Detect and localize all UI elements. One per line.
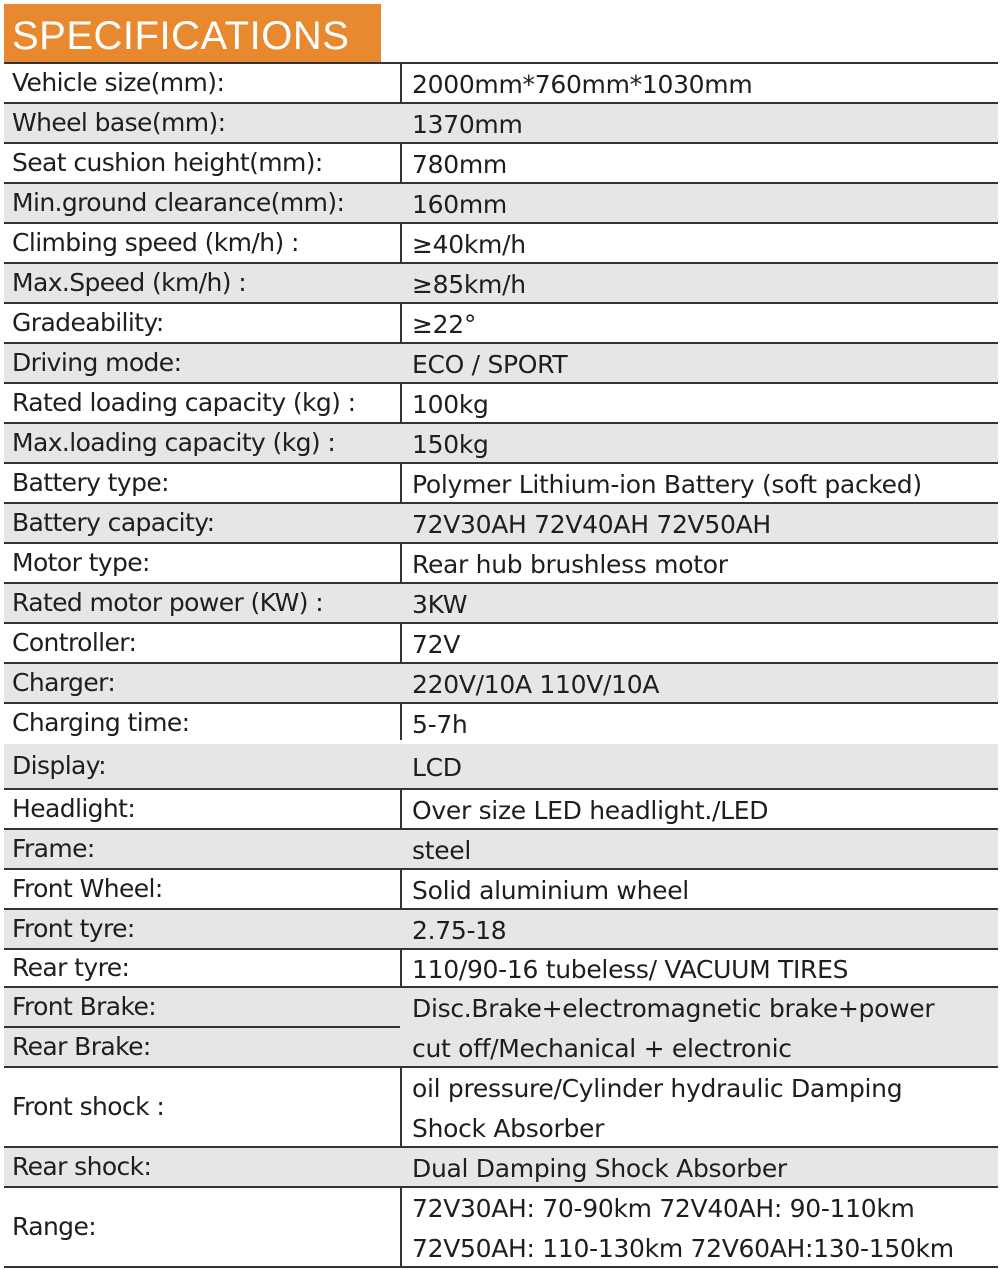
spec-label: Driving mode: — [12, 348, 182, 377]
spec-value: ≥85km/h — [412, 270, 526, 299]
spec-value: Over size LED headlight./LED — [412, 796, 769, 825]
spec-label: Climbing speed (km/h) : — [12, 228, 299, 257]
range-value-line: 72V50AH: 110-130km 72V60AH:130-150km — [412, 1234, 954, 1263]
spec-value: LCD — [412, 753, 462, 782]
spec-row — [4, 624, 998, 664]
spec-value: 780mm — [412, 150, 507, 179]
brake-value-line: cut off/Mechanical + electronic — [412, 1034, 792, 1063]
spec-label: Min.ground clearance(mm): — [12, 188, 345, 217]
spec-row — [4, 544, 998, 584]
spec-value: 5-7h — [412, 710, 468, 739]
spec-row — [4, 664, 998, 704]
spec-row — [4, 264, 998, 304]
spec-row — [4, 224, 998, 264]
brake-value-line: Disc.Brake+electromagnetic brake+power — [412, 994, 935, 1023]
spec-row — [4, 504, 998, 544]
spec-value: ≥22° — [412, 310, 477, 339]
spec-row — [4, 144, 998, 184]
spec-row — [4, 744, 998, 790]
front-shock-value-line: oil pressure/Cylinder hydraulic Damping — [412, 1074, 903, 1103]
spec-label: Battery capacity: — [12, 508, 215, 537]
spec-label: Rated loading capacity (kg) : — [12, 388, 356, 417]
spec-label: Seat cushion height(mm): — [12, 148, 323, 177]
spec-label: Front Wheel: — [12, 874, 163, 903]
spec-value: 1370mm — [412, 110, 523, 139]
spec-row — [4, 950, 998, 988]
spec-value: 160mm — [412, 190, 507, 219]
spec-label: Controller: — [12, 628, 137, 657]
spec-row — [4, 64, 998, 104]
spec-row — [4, 1068, 998, 1148]
spec-label: Battery type: — [12, 468, 169, 497]
spec-row — [4, 910, 998, 950]
brake-value — [412, 988, 998, 1066]
spec-value: 110/90-16 tubeless/ VACUUM TIRES — [412, 955, 849, 984]
spec-value: 100kg — [412, 390, 489, 419]
spec-row — [4, 830, 998, 870]
range-value-line: 72V30AH: 70-90km 72V40AH: 90-110km — [412, 1194, 915, 1223]
spec-label: Wheel base(mm): — [12, 108, 226, 137]
spec-row — [4, 104, 998, 144]
spec-value: Solid aluminium wheel — [412, 876, 689, 905]
spec-label: Front tyre: — [12, 914, 135, 943]
spec-label: Vehicle size(mm): — [12, 68, 225, 97]
spec-label: Display: — [12, 751, 106, 780]
spec-row — [4, 384, 998, 424]
spec-label: Motor type: — [12, 548, 150, 577]
spec-row — [4, 344, 998, 384]
spec-row — [4, 1188, 998, 1268]
spec-value: 220V/10A 110V/10A — [412, 670, 660, 699]
spec-label: Front shock : — [12, 1092, 165, 1121]
brake-row — [4, 988, 998, 1068]
spec-label: Gradeability: — [12, 308, 164, 337]
spec-label: Max.loading capacity (kg) : — [12, 428, 336, 457]
spec-label: Range: — [12, 1212, 97, 1241]
spec-value: Polymer Lithium-ion Battery (soft packed) — [412, 470, 922, 499]
spec-row — [4, 304, 998, 344]
spec-value: 150kg — [412, 430, 489, 459]
spec-value: 72V30AH 72V40AH 72V50AH — [412, 510, 771, 539]
spec-label: Max.Speed (km/h) : — [12, 268, 247, 297]
spec-label: Rear shock: — [12, 1152, 152, 1181]
spec-value: Dual Damping Shock Absorber — [412, 1154, 787, 1183]
spec-value — [412, 1188, 998, 1266]
spec-row — [4, 584, 998, 624]
front-brake-label: Front Brake: — [12, 992, 157, 1021]
page-title: SPECIFICATIONS — [4, 4, 381, 62]
spec-value: 2.75-18 — [412, 916, 507, 945]
spec-value: Rear hub brushless motor — [412, 550, 728, 579]
spec-row — [4, 184, 998, 224]
spec-row — [4, 464, 998, 504]
spec-row — [4, 1148, 998, 1188]
spec-label: Charging time: — [12, 708, 190, 737]
spec-row — [4, 704, 998, 742]
spec-label: Frame: — [12, 834, 95, 863]
spec-label: Rated motor power (KW) : — [12, 588, 324, 617]
spec-row — [4, 870, 998, 910]
spec-value: ECO / SPORT — [412, 350, 568, 379]
rear-brake-label: Rear Brake: — [12, 1032, 151, 1061]
spec-value: 2000mm*760mm*1030mm — [412, 70, 753, 99]
spec-value — [412, 1068, 998, 1146]
spec-value: steel — [412, 836, 472, 865]
spec-value: ≥40km/h — [412, 230, 526, 259]
spec-row — [4, 424, 998, 464]
spec-row — [4, 790, 998, 830]
spec-label: Headlight: — [12, 794, 136, 823]
spec-value: 3KW — [412, 590, 468, 619]
spec-value: 72V — [412, 630, 461, 659]
spec-label: Charger: — [12, 668, 116, 697]
spec-label: Rear tyre: — [12, 953, 130, 982]
front-shock-value-line: Shock Absorber — [412, 1114, 605, 1143]
